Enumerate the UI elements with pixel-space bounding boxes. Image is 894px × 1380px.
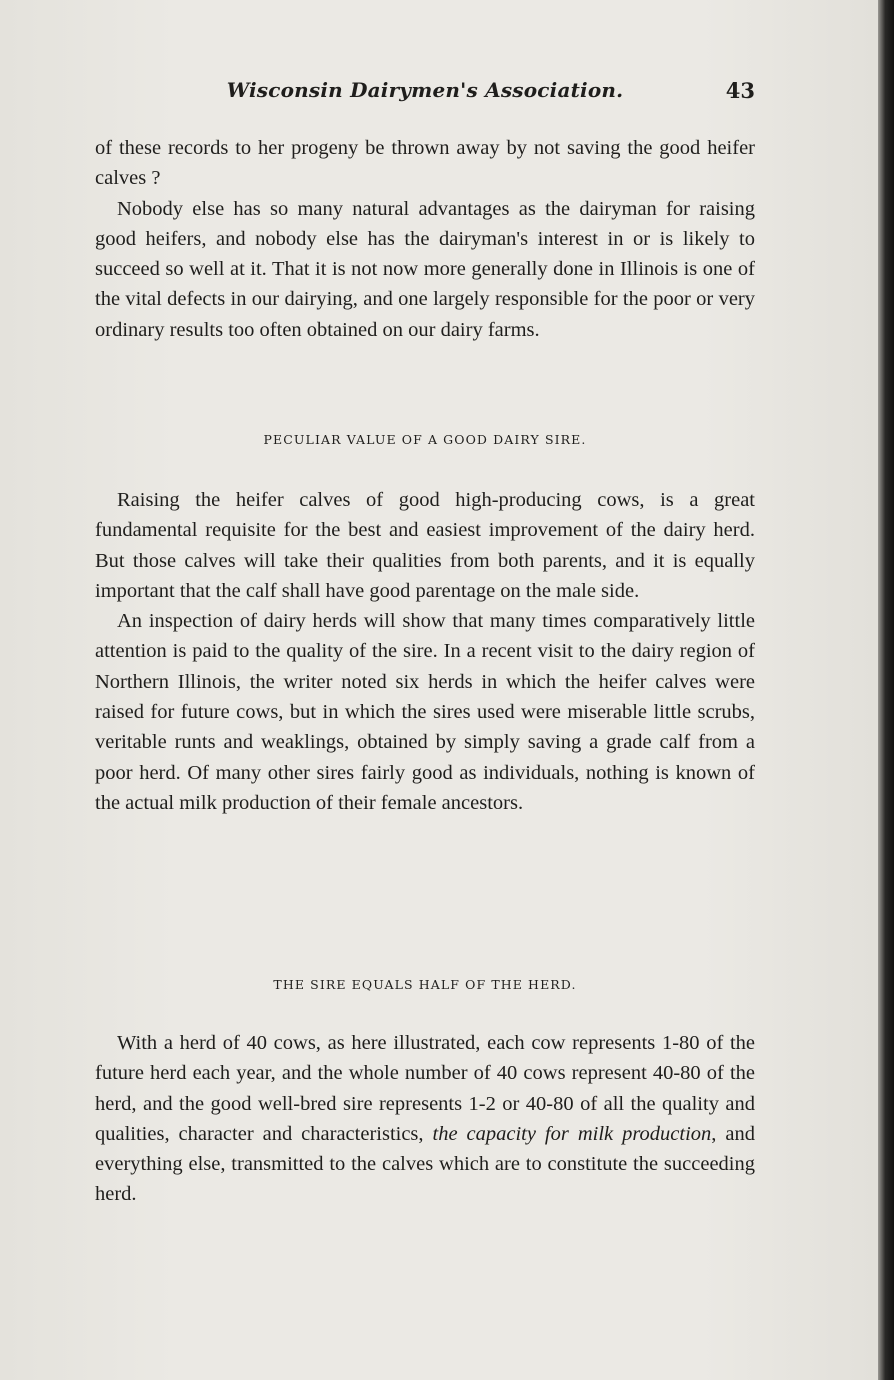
italic-milk-capacity: the capacity for milk production <box>432 1122 712 1145</box>
section-heading-dairy-sire: PECULIAR VALUE OF A GOOD DAIRY SIRE. <box>263 432 587 447</box>
paragraph-raising-heifers: Raising the heifer calves of good high-producing cows, is a great fundamental requisite for the best and easiest improvement of the dairy herd. But those calves will take their qualities from both parents, and it is equally important that the calf shall have good parentage on the male side. <box>95 489 755 602</box>
section-sire-half-herd <box>95 1028 755 1210</box>
paragraph-text-start: With a herd of 40 cows, as here illustrated, each cow represents 1-80 of the future herd each year, and the whole number of 40 cows represent 40-80 of the herd, and the good well-bred sire represents 1-2 or 40-80 of all the quality and qualities, character and characteristics, <box>95 1032 755 1145</box>
paragraph-continued: of these records to her progeny be thrown away by not saving the good heifer calves ? <box>95 137 755 190</box>
paragraph-inspection: An inspection of dairy herds will show that many times comparatively little attention is paid to the quality of the sire. In a recent visit to the dairy region of Northern Illinois, the writer noted six herds in which the heifer calves were raised for future cows, but in which the sires used were miserable little scrubs, veritable runts and weaklings, obtained by simply saving a grade calf from a poor herd. Of many other sires fairly good as individuals, nothing is known of the actual milk production of their female ancestors. <box>95 610 755 814</box>
section-heading-sire-half-herd: THE SIRE EQUALS HALF OF THE HERD. <box>273 977 577 992</box>
paragraph-herd-of-40 <box>95 1028 755 1210</box>
page-edge-shadow <box>878 0 894 1380</box>
section-dairy-sire <box>95 485 755 818</box>
paragraph-heifers: Nobody else has so many natural advantages as the dairyman for raising good heifers, and nobody else has the dairyman's interest in or is likely to succeed so well at it. That it is not now more generally done in Illinois is one of the vital defects in our dairying, and one largely responsible for the poor or very ordinary results too often obtained on our dairy farms. <box>95 197 755 341</box>
paragraph-text-end: , and everything else, transmitted to the calves which are to constitute the succeeding herd. <box>95 1122 755 1206</box>
section-continuation <box>95 133 755 345</box>
running-title: Wisconsin Dairymen's Association. <box>226 78 624 102</box>
page-number: 43 <box>725 78 755 103</box>
running-head <box>95 78 755 108</box>
